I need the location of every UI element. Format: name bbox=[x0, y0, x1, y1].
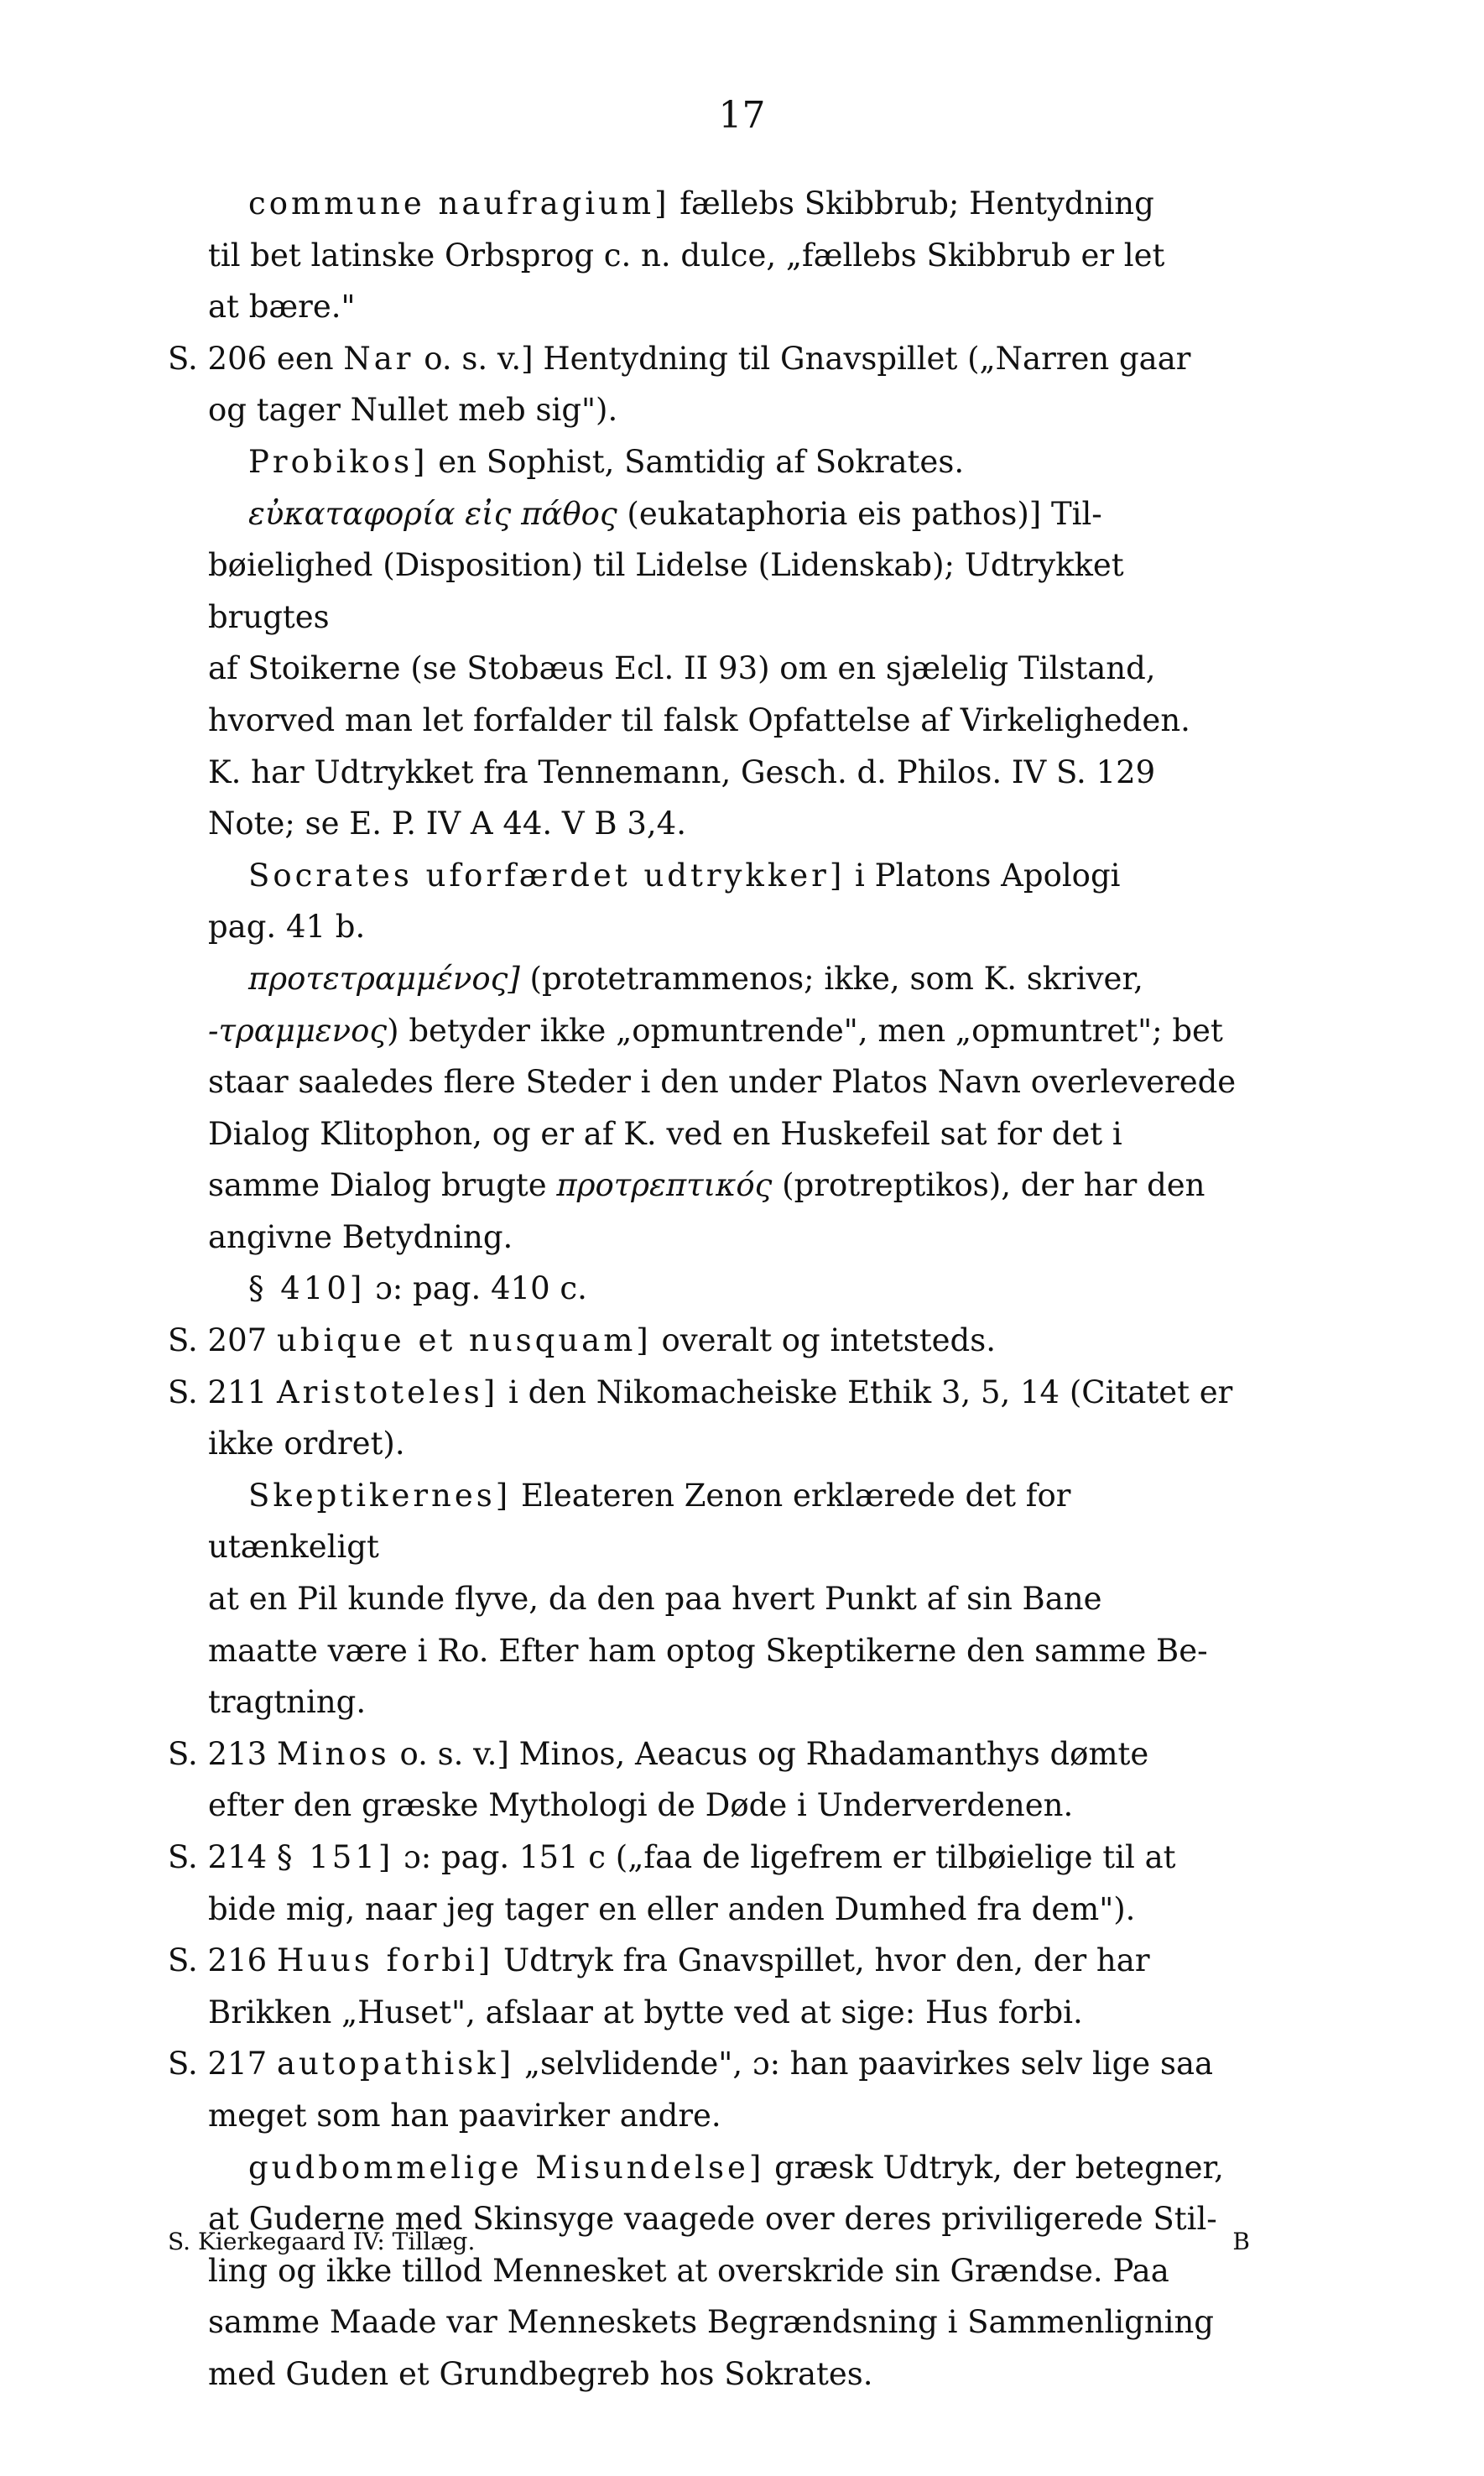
text-segment: til bet latinske Orbsprog c. n. dulce, „fællebs Skibbrub er let bbox=[208, 237, 1165, 274]
page-reference-line bbox=[168, 1832, 1250, 1884]
text-segment: overalt og intetsteds. bbox=[651, 1322, 996, 1359]
lemma: Nar bbox=[343, 340, 414, 377]
lemma: § 151] bbox=[276, 1839, 394, 1875]
text-segment: (eukataphoria eis pathos)] Til- bbox=[617, 495, 1102, 532]
text-line bbox=[168, 230, 1250, 282]
page-reference-line bbox=[168, 1367, 1250, 1419]
text-line bbox=[168, 2348, 1250, 2400]
text-line bbox=[168, 178, 1250, 230]
text-segment: Brikken „Huset", afslaar at bytte ved at sige: Hus forbi. bbox=[208, 1994, 1083, 2030]
text-segment: ) betyder ikke „opmuntrende", men „opmuntret"; bet bbox=[387, 1012, 1223, 1049]
lemma: Skeptikernes] bbox=[248, 1477, 512, 1514]
text-line bbox=[168, 1108, 1250, 1160]
text-segment: o. s. v.] Minos, Aeacus og Rhadamanthys dømte bbox=[389, 1735, 1149, 1772]
text-segment: at Guderne med Skinsyge vaagede over deres priviligerede Stil- bbox=[208, 2201, 1217, 2238]
text-segment: K. har Udtrykket fra Tennemann, Gesch. d. Philos. IV S. 129 bbox=[208, 753, 1156, 790]
text-segment: (protetrammenos; ikke, som K. skriver, bbox=[519, 960, 1143, 997]
text-segment: S. 211 bbox=[168, 1374, 277, 1410]
text-line bbox=[168, 2090, 1250, 2142]
page-reference-line bbox=[168, 333, 1250, 385]
text-segment: samme Dialog brugte bbox=[208, 1167, 557, 1204]
lemma: commune naufragium] bbox=[248, 185, 670, 222]
page-number: 17 bbox=[718, 94, 766, 137]
text-segment: „selvlidende", ɔ: han paavirkes selv lige saa bbox=[514, 2046, 1214, 2082]
text-segment: ɔ: pag. 410 c. bbox=[365, 1270, 587, 1307]
text-line bbox=[168, 953, 1250, 1005]
text-line bbox=[168, 1573, 1250, 1625]
text-segment: tragtning. bbox=[208, 1684, 367, 1721]
lemma: Probikos] bbox=[248, 443, 429, 480]
text-line bbox=[168, 488, 1250, 540]
text-line bbox=[168, 1263, 1250, 1315]
page-reference-line bbox=[168, 1315, 1250, 1367]
text-line bbox=[168, 850, 1250, 902]
text-segment: S. 217 bbox=[168, 2046, 277, 2082]
text-segment: ikke ordret). bbox=[208, 1426, 405, 1462]
text-segment: en Sophist, Samtidig af Sokrates. bbox=[428, 443, 965, 480]
lemma: Minos bbox=[276, 1735, 390, 1772]
footer-source: S. Kierkegaard IV: Tillæg. bbox=[168, 2228, 476, 2255]
greek-term: εὐκαταφορία εἰς πάθος bbox=[248, 495, 617, 532]
lemma: ubique et nusquam] bbox=[276, 1322, 652, 1359]
text-segment: med Guden et Grundbegreb hos Sokrates. bbox=[208, 2355, 873, 2392]
text-segment: ɔ: pag. 151 c („faa de ligefrem er tilbøielige til at bbox=[393, 1839, 1176, 1875]
text-segment: at bære." bbox=[208, 289, 356, 326]
text-line bbox=[168, 1418, 1250, 1470]
text-segment: Eleateren Zenon erklærede det for utænkeligt bbox=[208, 1477, 1071, 1566]
lemma: Huus forbi] bbox=[276, 1942, 494, 1979]
text-line bbox=[168, 2142, 1250, 2194]
text-segment: S. 206 een bbox=[168, 340, 344, 377]
text-line bbox=[168, 798, 1250, 850]
text-line bbox=[168, 747, 1250, 799]
text-segment: efter den græske Mythologi de Døde i Underverdenen. bbox=[208, 1787, 1074, 1824]
page-footer bbox=[168, 2225, 1250, 2259]
text-segment: angivne Betydning. bbox=[208, 1218, 513, 1255]
text-line bbox=[168, 436, 1250, 488]
text-segment: Udtryk fra Gnavspillet, hvor den, der har bbox=[493, 1942, 1150, 1979]
text-segment: S. 213 bbox=[168, 1735, 277, 1772]
page-reference-line bbox=[168, 1935, 1250, 1987]
text-line bbox=[168, 384, 1250, 436]
text-line bbox=[168, 1470, 1250, 1573]
text-segment: staar saaledes flere Steder i den under Platos Navn overleverede bbox=[208, 1064, 1237, 1101]
text-line bbox=[168, 1005, 1250, 1057]
text-segment: (protreptikos), der har den bbox=[772, 1167, 1205, 1204]
text-segment: maatte være i Ro. Efter ham optog Skeptikerne den samme Be- bbox=[208, 1632, 1208, 1669]
text-line bbox=[168, 901, 1250, 953]
text-segment: fællebs Skibbrub; Hentydning bbox=[669, 185, 1154, 222]
text-segment: græsk Udtryk, der betegner, bbox=[764, 2149, 1224, 2186]
text-segment: o. s. v.] Hentydning til Gnavspillet („Narren gaar bbox=[414, 340, 1191, 377]
text-line bbox=[168, 695, 1250, 747]
text-segment: bøielighed (Disposition) til Lidelse (Lidenskab); Udtrykket brugtes bbox=[208, 547, 1124, 635]
text-line bbox=[168, 1780, 1250, 1832]
lemma: § 410] bbox=[248, 1270, 366, 1307]
page-reference-line bbox=[168, 1728, 1250, 1780]
lemma: gudbommelige Misundelse] bbox=[248, 2149, 765, 2186]
greek-term: προτετραμμένος] bbox=[248, 960, 520, 997]
text-segment: at en Pil kunde flyve, da den paa hvert Punkt af sin Bane bbox=[208, 1581, 1102, 1618]
text-segment: bide mig, naar jeg tager en eller anden Dumhed fra dem"). bbox=[208, 1890, 1136, 1927]
text-segment: pag. 41 b. bbox=[208, 909, 366, 946]
lemma: Aristoteles] bbox=[276, 1374, 499, 1410]
text-line bbox=[168, 1056, 1250, 1108]
greek-term: -τραμμενος bbox=[208, 1012, 388, 1049]
text-segment: samme Maade var Menneskets Begrændsning i Sammenligning bbox=[208, 2304, 1214, 2341]
text-segment: i den Nikomacheiske Ethik 3, 5, 14 (Citatet er bbox=[498, 1374, 1233, 1410]
text-segment: meget som han paavirker andre. bbox=[208, 2097, 721, 2134]
text-line bbox=[168, 1160, 1250, 1212]
greek-term: προτρεπτικός bbox=[556, 1167, 773, 1204]
text-line bbox=[168, 1625, 1250, 1677]
text-line bbox=[168, 1884, 1250, 1936]
text-line bbox=[168, 643, 1250, 695]
commentary-text bbox=[168, 178, 1250, 2400]
text-line bbox=[168, 1212, 1250, 1264]
signature-mark: B bbox=[1232, 2228, 1250, 2255]
lemma: Socrates uforfærdet udtrykker] bbox=[248, 857, 846, 894]
text-segment: S. 207 bbox=[168, 1322, 277, 1359]
text-line bbox=[168, 540, 1250, 643]
text-line bbox=[168, 1676, 1250, 1728]
text-line bbox=[168, 1987, 1250, 2039]
text-segment: i Platons Apologi bbox=[845, 857, 1121, 894]
text-segment: hvorved man let forfalder til falsk Opfattelse af Virkeligheden. bbox=[208, 701, 1190, 738]
text-segment: Dialog Klitophon, og er af K. ved en Huskefeil sat for det i bbox=[208, 1115, 1122, 1152]
text-segment: ling og ikke tillod Mennesket at overskride sin Grændse. Paa bbox=[208, 2252, 1169, 2289]
text-segment: af Stoikerne (se Stobæus Ecl. II 93) om en sjælelig Tilstand, bbox=[208, 650, 1156, 687]
lemma: autopathisk] bbox=[276, 2046, 515, 2082]
text-segment: og tager Nullet meb sig"). bbox=[208, 392, 618, 429]
text-line bbox=[168, 2296, 1250, 2348]
text-segment: Note; se E. P. IV A 44. V B 3,4. bbox=[208, 805, 686, 842]
text-segment: S. 214 bbox=[168, 1839, 277, 1875]
text-line bbox=[168, 281, 1250, 333]
page-reference-line bbox=[168, 2038, 1250, 2090]
text-segment: S. 216 bbox=[168, 1942, 277, 1979]
